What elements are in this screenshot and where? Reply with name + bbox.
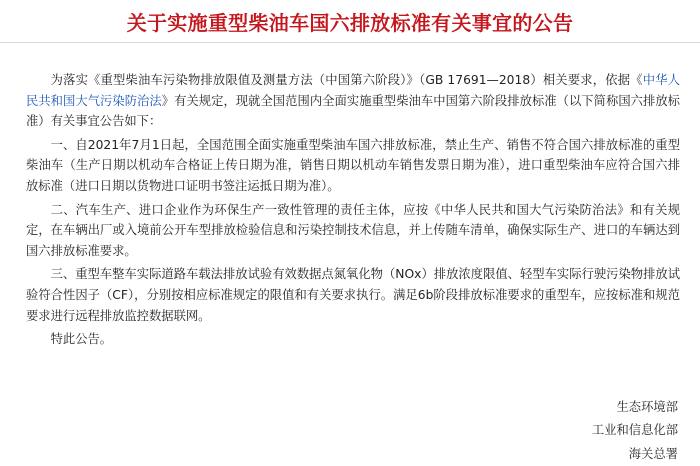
page-title: 关于实施重型柴油车国六排放标准有关事宜的公告: [126, 11, 574, 35]
title-divider: [0, 42, 700, 43]
item-3: 三、重型车整车实际道路车载法排放试验有效数据点氮氧化物（NOx）排放浓度限值、轻型车实际行驶污染物排放试验符合性因子（CF），分别按相应标准规定的限值和有关要求执行。满足6b阶段排放标准要求的重型车，应按标准和规范要求进行远程排放监控数据联网。: [26, 267, 680, 323]
signature-mee: 生态环境部: [616, 400, 678, 414]
intro-paragraph: [26, 70, 680, 132]
intro-text-2: 》有关规定，现就全国范围内全面实施重型柴油车中国第六阶段排放标准（以下简称国六排放标准）有关事宜公告如下：: [26, 93, 680, 129]
intro-text-1: 为落实《重型柴油车污染物排放限值及测量方法（中国第六阶段）》（GB 17691—2018）相关要求，依据《: [50, 73, 643, 87]
closing-text: 特此公告。: [50, 332, 113, 347]
law-link[interactable]: 中华人民共和国大气污染防治法: [26, 73, 680, 108]
item-1: 一、自2021年7月1日起，全国范围全面实施重型柴油车国六排放标准，禁止生产、销售不符合国六排放标准的重型柴油车（生产日期以机动车合格证上传日期为准，销售日期以机动车销售发票日期为准），进口重型柴油车应符合国六排放标准（进口日期以货物进口证明书签注运抵日期为准）。: [26, 137, 680, 193]
signature-miit: 工业和信息化部: [591, 423, 678, 437]
announcement-body: [26, 70, 680, 353]
item-2: 二、汽车生产、进口企业作为环保生产一致性管理的责任主体，应按《中华人民共和国大气污染防治法》和有关规定，在车辆出厂或入境前公开车型排放检验信息和污染控制技术信息，并上传随车清单，确保实际生产、进口的车辆达到国六排放标准要求。: [26, 202, 680, 258]
signature-customs: 海关总署: [628, 447, 678, 461]
